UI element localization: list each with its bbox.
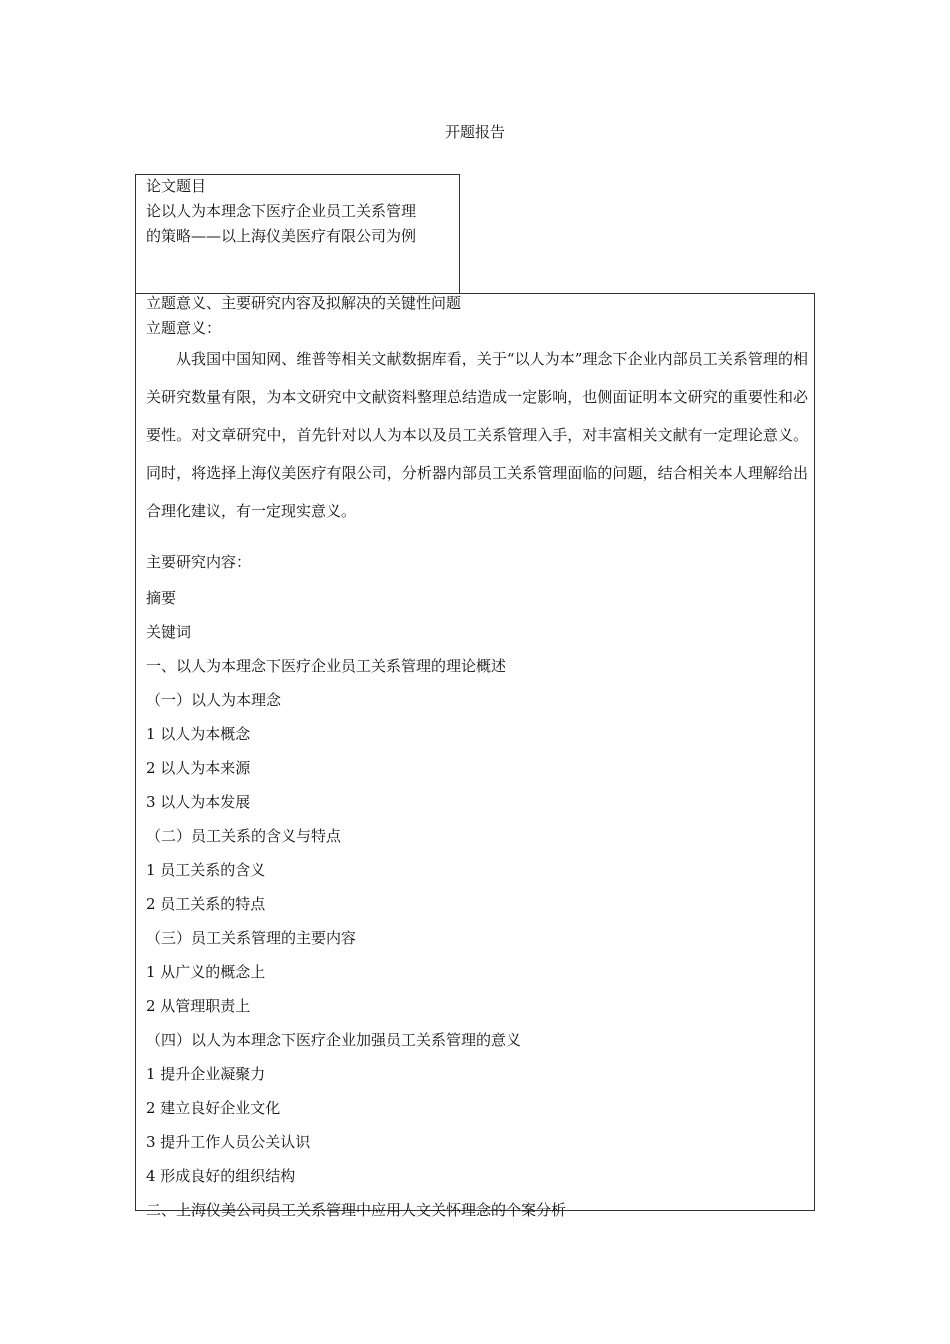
outline-item: 一、以人为本理念下医疗企业员工关系管理的理论概述 [146, 657, 507, 675]
outline-item: 1 从广义的概念上 [146, 963, 266, 981]
research-content-box [135, 293, 815, 1219]
content-label: 主要研究内容： [146, 553, 252, 571]
topic-box [135, 174, 460, 293]
outline-item: 2 建立良好企业文化 [146, 1099, 281, 1117]
outline-item: 1 提升企业凝聚力 [146, 1065, 266, 1083]
outline-item: 4 形成良好的组织结构 [146, 1167, 296, 1185]
outline-item: 3 提升工作人员公关认识 [146, 1133, 311, 1151]
outline-item: 1 以人为本概念 [146, 725, 251, 743]
topic-title-line-2: 的策略——以上海仪美医疗有限公司为例 [146, 227, 417, 245]
outline-item: （三）员工关系管理的主要内容 [146, 929, 357, 947]
significance-label: 立题意义： [146, 319, 222, 337]
outline-list [146, 581, 808, 1227]
topic-title-line-1: 论以人为本理念下医疗企业员工关系管理 [146, 202, 417, 220]
report-title: 开题报告 [444, 123, 505, 141]
section-heading: 立题意义、主要研究内容及拟解决的关键性问题 [146, 294, 462, 312]
outline-item: 2 员工关系的特点 [146, 895, 266, 913]
outline-item: 3 以人为本发展 [146, 793, 251, 811]
outline-item: （四）以人为本理念下医疗企业加强员工关系管理的意义 [146, 1031, 522, 1049]
outline-item: 关键词 [146, 623, 192, 641]
outline-item: （二）员工关系的含义与特点 [146, 827, 342, 845]
outline-item: 2 以人为本来源 [146, 759, 251, 777]
outline-item: 摘要 [146, 589, 177, 607]
outline-item: （一）以人为本理念 [146, 691, 282, 709]
outline-item: 2 从管理职责上 [146, 997, 251, 1015]
outline-item: 二、上海仪美公司员工关系管理中应用人文关怀理念的个案分析 [146, 1201, 567, 1219]
significance-paragraph: 从我国中国知网、维普等相关文献数据库看，关于“以人为本”理念下企业内部员工关系管理的相关研究数量有限，为本文研究中文献资料整理总结造成一定影响，也侧面证明本文研究的重要性和必要性。对文章研究中，首先针对以人为本以及员工关系管理入手，对丰富相关文献有一定理论意义。同时，将选择上海仪美医疗有限公司，分析器内部员工关系管理面临的问题，结合相关本人理解给出合理化建议，有一定现实意义。 [146, 350, 808, 520]
topic-label: 论文题目 [146, 177, 207, 195]
outline-item: 1 员工关系的含义 [146, 861, 266, 879]
